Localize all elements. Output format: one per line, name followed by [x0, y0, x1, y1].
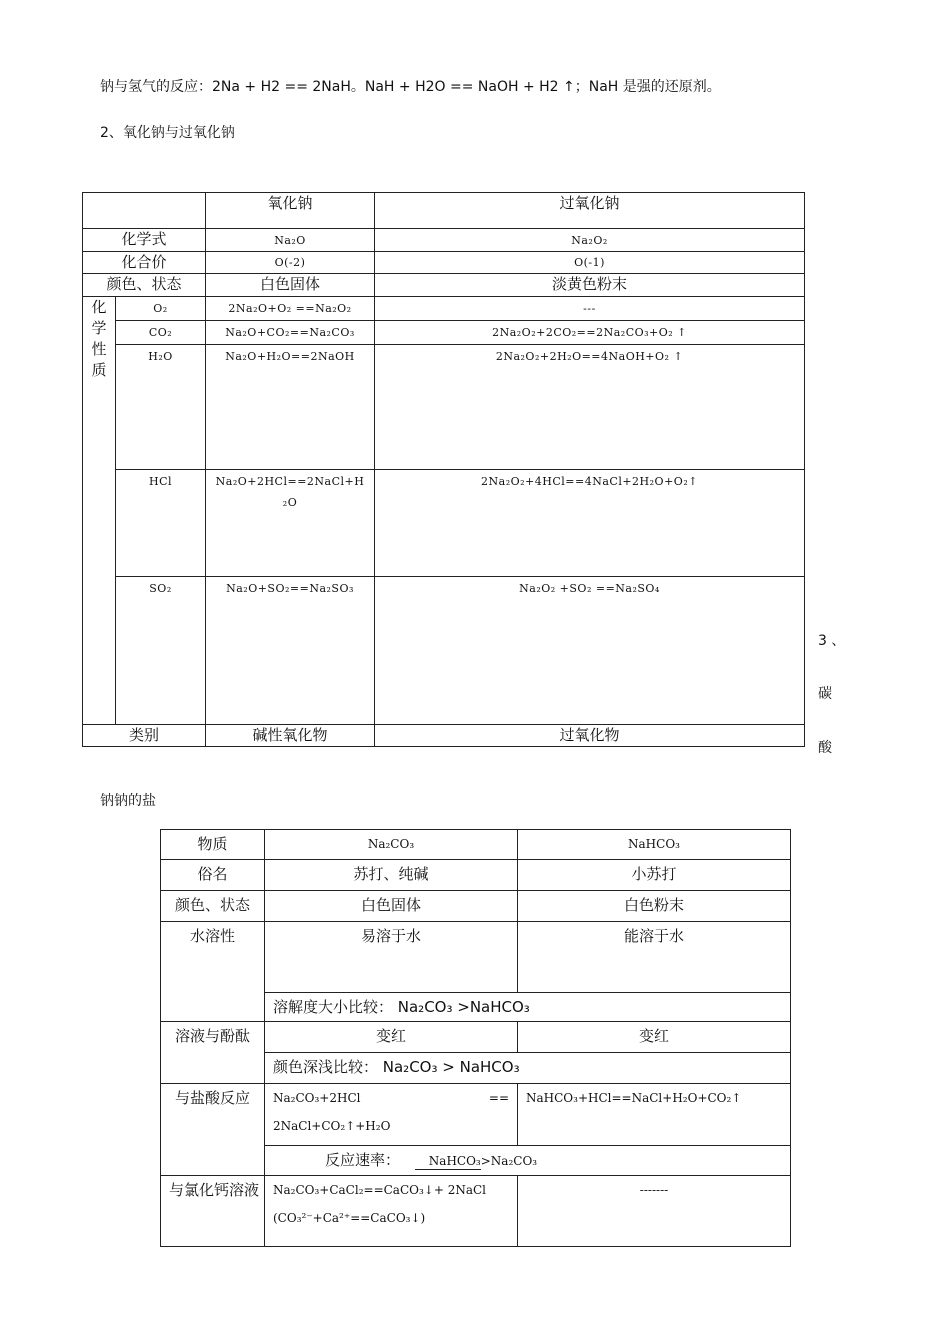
cell-valence-na2o: O(-2) — [206, 252, 375, 274]
reagent-co2: CO₂ — [116, 321, 206, 345]
cell-phen-na2co3: 变红 — [265, 1022, 518, 1053]
reagent-hcl: HCl — [116, 470, 206, 577]
cell-sol-na2co3: 易溶于水 — [265, 922, 518, 993]
header-nahco3: NaHCO₃ — [518, 830, 791, 860]
cell-phen-nahco3: 变红 — [518, 1022, 791, 1053]
cell-class-na2o2: 过氧化物 — [375, 725, 805, 747]
row-label-class: 类别 — [83, 725, 206, 747]
cell-color-na2o2: 淡黄色粉末 — [375, 274, 805, 297]
chem-properties-label: 化学性质 — [83, 297, 116, 725]
cell-formula-na2o: Na₂O — [206, 229, 375, 252]
row-label-phenolphthalein: 溶液与酚酞 — [161, 1022, 265, 1084]
cell-hcl-na2o: Na₂O+2HCl==2NaCl+H ₂O — [206, 470, 375, 577]
cell-o2-na2o2: --- — [375, 297, 805, 321]
cell-so2-na2o2: Na₂O₂ +SO₂ ==Na₂SO₄ — [375, 577, 805, 725]
rate-label: 反应速率： — [325, 1151, 401, 1169]
reagent-o2: O₂ — [116, 297, 206, 321]
cell-sol-compare: 溶解度大小比较： Na₂CO₃ >NaHCO₃ — [265, 993, 791, 1022]
sodium-oxide-table — [82, 192, 805, 747]
row-label-substance: 物质 — [161, 830, 265, 860]
side-char-1: 碳 — [818, 686, 832, 702]
reagent-so2: SO₂ — [116, 577, 206, 725]
cell-valence-na2o2: O(-1) — [375, 252, 805, 274]
cell-cacl2-na2co3: Na₂CO₃+CaCl₂==CaCO₃↓+ 2NaCl (CO₃²⁻+Ca²⁺==CaCO₃↓) — [265, 1176, 518, 1247]
header-na2o2: 过氧化钠 — [375, 193, 805, 229]
cell-o2-na2o: 2Na₂O+O₂ ==Na₂O₂ — [206, 297, 375, 321]
cell-common-na2co3: 苏打、纯碱 — [265, 860, 518, 891]
side-char-2: 酸 — [818, 740, 832, 756]
sodium-carbonate-table — [160, 829, 791, 1247]
side-number: 3 、 — [818, 633, 846, 649]
rate-fast: NaHCO₃ — [415, 1153, 481, 1170]
cell-phen-compare: 颜色深浅比较： Na₂CO₃ > NaHCO₃ — [265, 1053, 791, 1084]
cell-co2-na2o: Na₂O+CO₂==Na₂CO₃ — [206, 321, 375, 345]
cell-cacl2-nahco3: ------- — [518, 1176, 791, 1247]
cell-class-na2o: 碱性氧化物 — [206, 725, 375, 747]
intro-line: 钠与氢气的反应：2Na + H2 == 2NaH。NaH + H2O == NaOH + H2 ↑；NaH 是强的还原剂。 — [100, 79, 721, 95]
cell-co2-na2o2: 2Na₂O₂+2CO₂==2Na₂CO₃+O₂ ↑ — [375, 321, 805, 345]
row-label-hcl: 与盐酸反应 — [161, 1084, 265, 1176]
cell-so2-na2o: Na₂O+SO₂==Na₂SO₃ — [206, 577, 375, 725]
cell-hcl-na2co3: Na₂CO₃+2HCl == 2NaCl+CO₂↑+H₂O — [265, 1084, 518, 1146]
cell-color-na2o: 白色固体 — [206, 274, 375, 297]
cell-sol-nahco3: 能溶于水 — [518, 922, 791, 993]
reagent-h2o: H₂O — [116, 345, 206, 470]
cell-h2o-na2o2: 2Na₂O₂+2H₂O==4NaOH+O₂ ↑ — [375, 345, 805, 470]
header-na2o: 氧化钠 — [206, 193, 375, 229]
row-label-cacl2: 与氯化钙溶液 — [161, 1176, 265, 1247]
cell-reaction-rate — [265, 1146, 791, 1176]
row-label-valence: 化合价 — [83, 252, 206, 274]
header-na2co3: Na₂CO₃ — [265, 830, 518, 860]
corner-cell — [83, 193, 206, 229]
row-label-color: 颜色、状态 — [83, 274, 206, 297]
row-label-color: 颜色、状态 — [161, 891, 265, 922]
cell-hcl-na2o2: 2Na₂O₂+4HCl==4NaCl+2H₂O+O₂↑ — [375, 470, 805, 577]
section-heading-3: 钠钠的盐 — [100, 793, 156, 809]
cell-color-nahco3: 白色粉末 — [518, 891, 791, 922]
cell-common-nahco3: 小苏打 — [518, 860, 791, 891]
cell-color-na2co3: 白色固体 — [265, 891, 518, 922]
row-label-common: 俗名 — [161, 860, 265, 891]
row-label-solubility: 水溶性 — [161, 922, 265, 1022]
rate-slow: >Na₂CO₃ — [480, 1154, 538, 1168]
cell-hcl-nahco3: NaHCO₃+HCl==NaCl+H₂O+CO₂↑ — [518, 1084, 791, 1146]
section-heading-2: 2、氧化钠与过氧化钠 — [100, 125, 235, 141]
row-label-formula: 化学式 — [83, 229, 206, 252]
cell-h2o-na2o: Na₂O+H₂O==2NaOH — [206, 345, 375, 470]
cell-formula-na2o2: Na₂O₂ — [375, 229, 805, 252]
